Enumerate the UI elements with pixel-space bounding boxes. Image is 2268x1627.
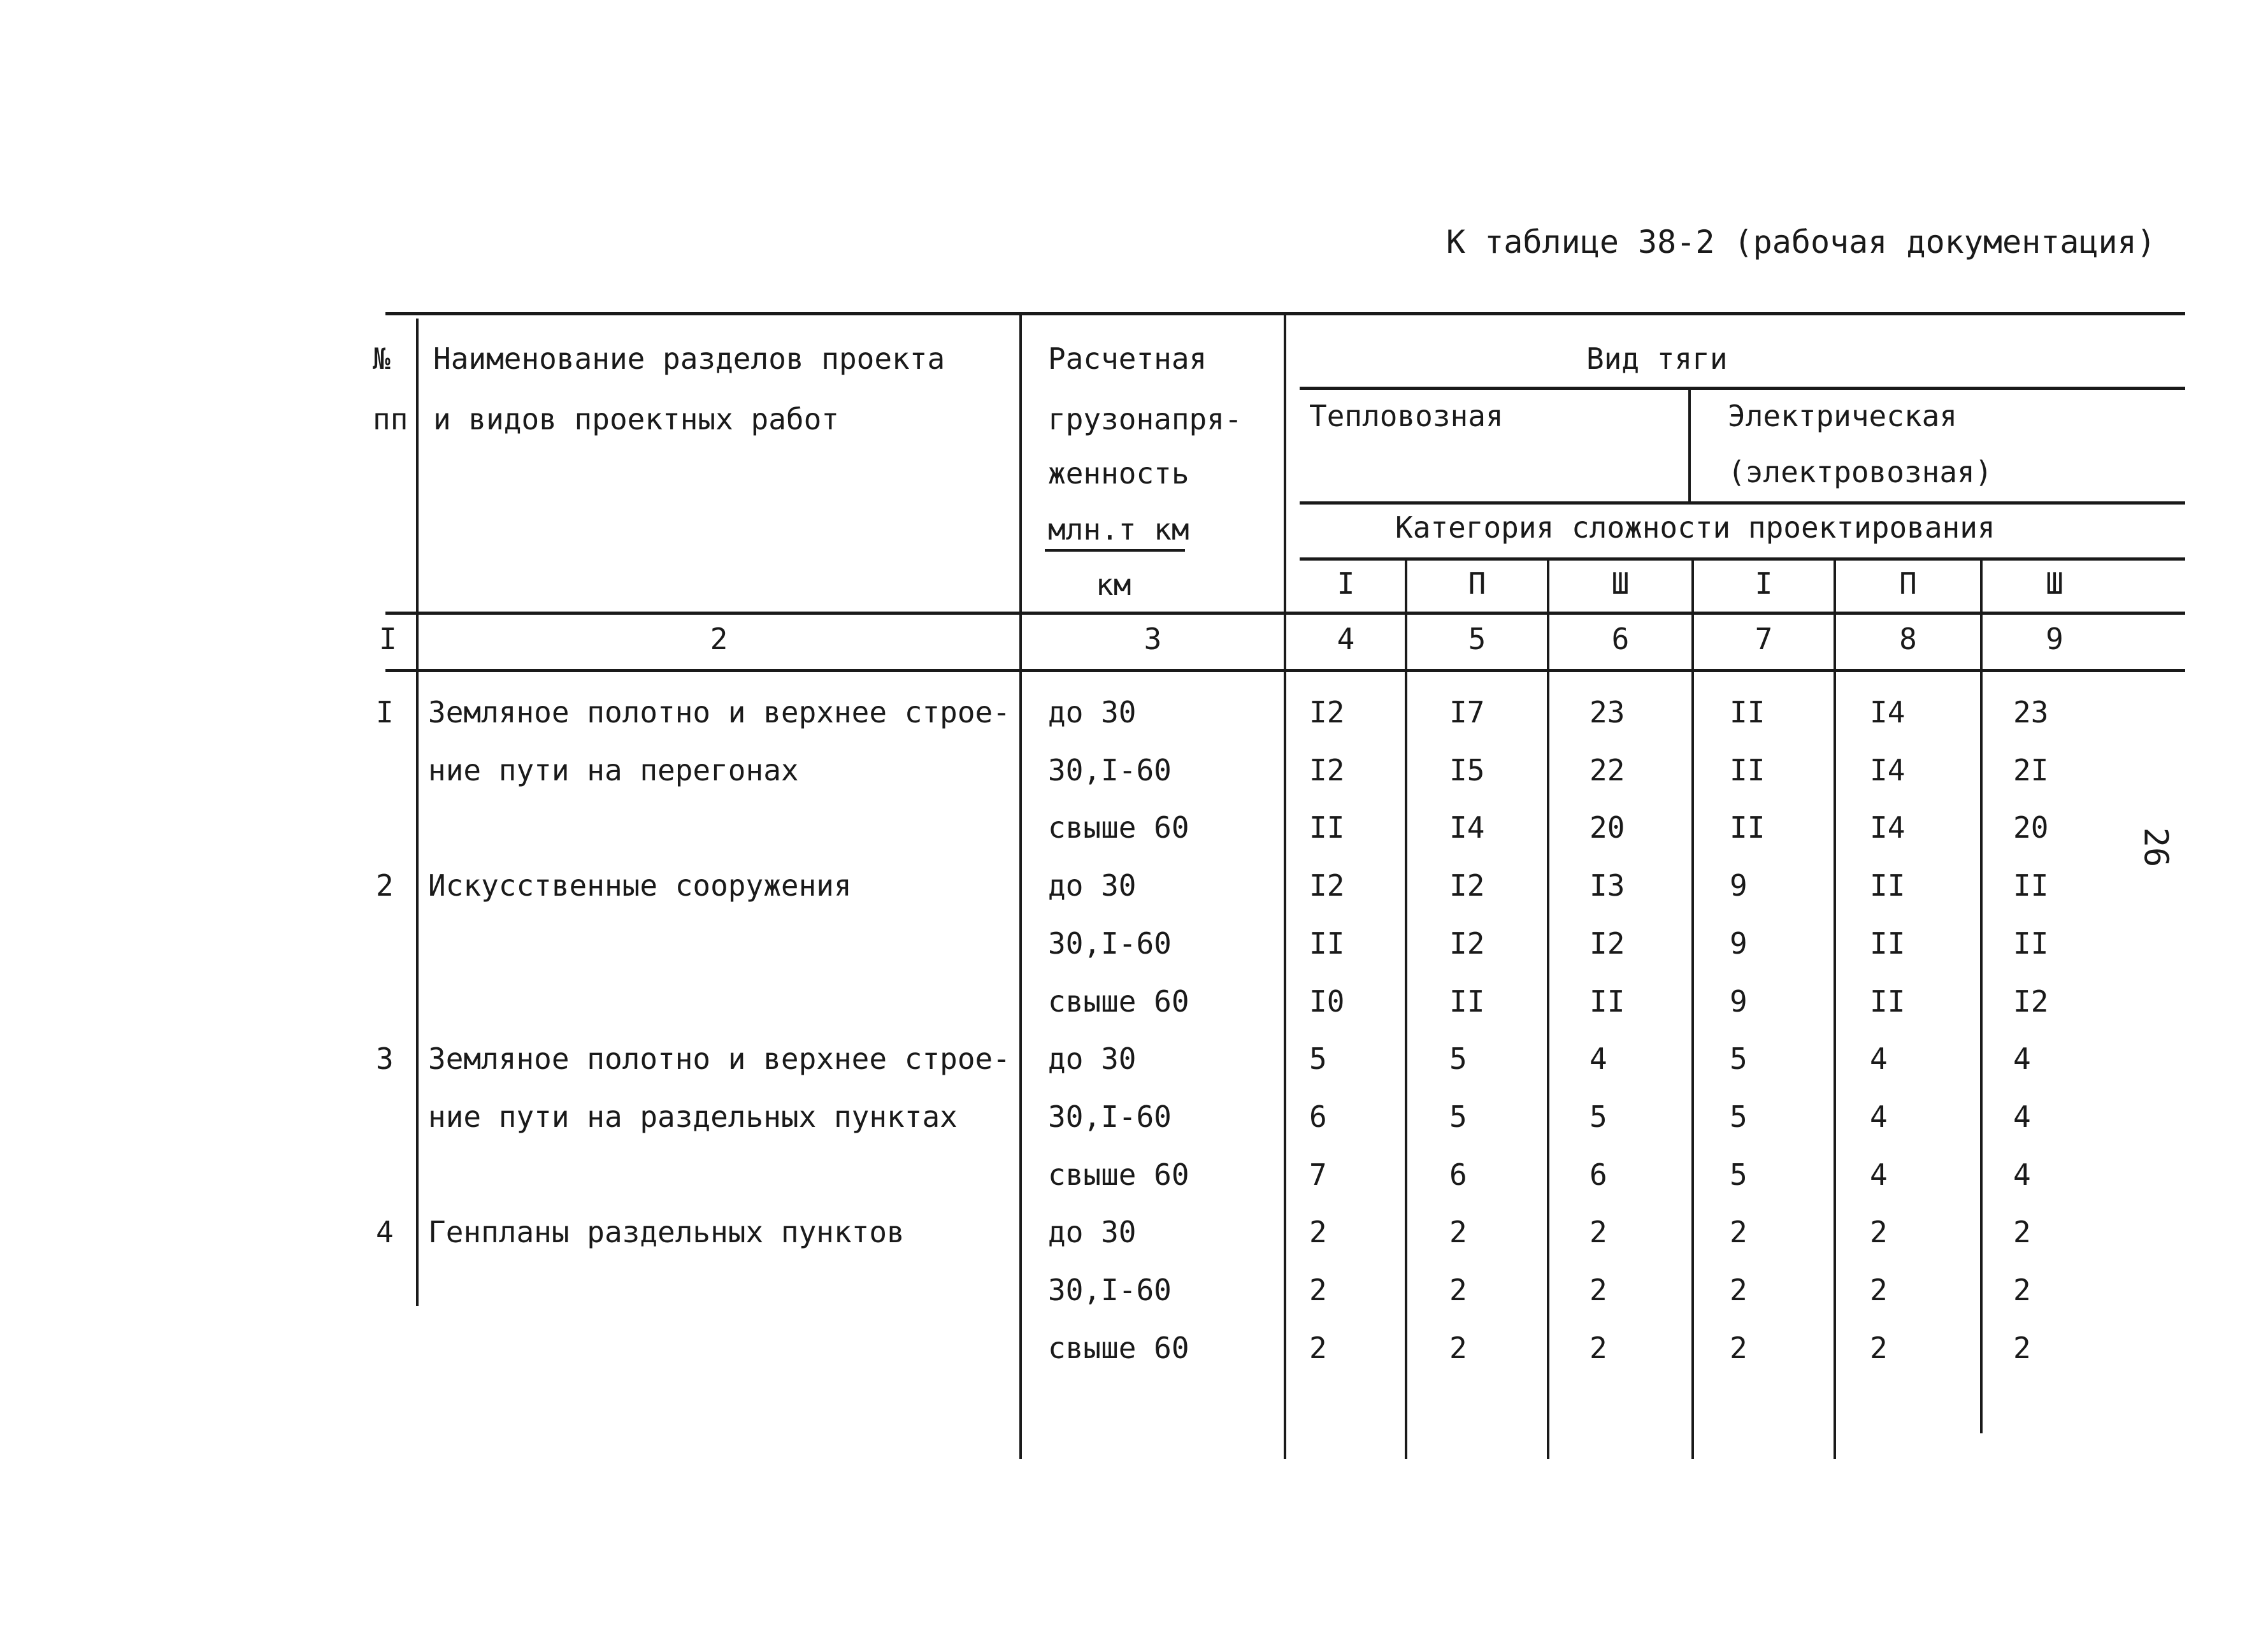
col-divider-5: [1547, 557, 1549, 1459]
table-cell: 4: [2013, 1157, 2031, 1192]
table-cell: II: [1870, 984, 1906, 1019]
table-cell: 2: [1870, 1215, 1888, 1250]
colnum-3: 3: [1144, 622, 1162, 656]
table-cell: 5: [1590, 1099, 1607, 1134]
table-cell: 2: [2013, 1273, 2031, 1307]
table-cell: 23: [1590, 695, 1625, 729]
table-cell: 5: [1730, 1099, 1748, 1134]
table-cell: 2: [1730, 1215, 1748, 1250]
colnum-9: 9: [2046, 622, 2063, 656]
table-cell: I2: [2013, 984, 2049, 1019]
col-divider-2: [1019, 312, 1022, 1459]
header-name-line2: и видов проектных работ: [433, 402, 839, 436]
header-name-line1: Наименование разделов проекта: [433, 341, 945, 376]
table-cell: I2: [1449, 926, 1485, 961]
col-divider-1: [416, 319, 419, 1306]
header-electric-line2: (электровозная): [1728, 455, 1993, 489]
col-divider-6: [1691, 557, 1694, 1459]
table-cell: 2: [1449, 1273, 1467, 1307]
table-cell: II: [1730, 695, 1765, 729]
page-number: 26: [2136, 827, 2175, 868]
header-load-unit: км: [1096, 568, 1131, 602]
colnum-8: 8: [1899, 622, 1917, 656]
table-cell: 9: [1730, 926, 1748, 961]
load-range: до 30: [1048, 1215, 1137, 1250]
col-divider-7: [1834, 557, 1836, 1459]
header-load-line1: Расчетная: [1048, 341, 1207, 376]
table-cell: I0: [1309, 984, 1345, 1019]
table-cell: 2: [1590, 1273, 1607, 1307]
table-cell: 9: [1730, 984, 1748, 1019]
section-number: 2: [376, 868, 394, 903]
table-cell: I3: [1590, 868, 1625, 903]
table-cell: I5: [1449, 752, 1485, 787]
cat-label-6: Ш: [2046, 566, 2063, 601]
load-range: до 30: [1048, 695, 1137, 729]
table-cell: 4: [1870, 1099, 1888, 1134]
traction-rule: [1300, 387, 2185, 390]
section-name: Земляное полотно и верхнее строе-: [428, 695, 1010, 729]
table-cell: I2: [1309, 695, 1345, 729]
section-name: ние пути на перегонах: [428, 752, 799, 787]
table-cell: 2: [1449, 1330, 1467, 1365]
load-range: 30,I-60: [1048, 1099, 1172, 1134]
table-cell: I4: [1870, 752, 1906, 787]
section-name: Земляное полотно и верхнее строе-: [428, 1042, 1010, 1077]
table-cell: II: [1870, 926, 1906, 961]
colnum-5: 5: [1468, 622, 1486, 656]
table-cell: 7: [1309, 1157, 1327, 1192]
header-electric-line1: Электрическая: [1728, 399, 1958, 433]
table-cell: II: [1730, 810, 1765, 845]
table-cell: I4: [1870, 695, 1906, 729]
colnum-2: 2: [710, 622, 728, 656]
col-divider-3: [1284, 312, 1286, 1459]
table-cell: 6: [1590, 1157, 1607, 1192]
table-cell: 6: [1309, 1099, 1327, 1134]
header-traction: Вид тяги: [1586, 341, 1728, 376]
colnum-7: 7: [1755, 622, 1773, 656]
header-diesel: Тепловозная: [1309, 399, 1504, 433]
table-cell: 2: [2013, 1215, 2031, 1250]
table-cell: II: [2013, 926, 2049, 961]
cat-label-5: П: [1899, 566, 1917, 601]
section-number: 3: [376, 1042, 394, 1077]
table-cell: 2: [1730, 1330, 1748, 1365]
load-range: до 30: [1048, 868, 1137, 903]
table-cell: 2: [1590, 1215, 1607, 1250]
table-cell: I2: [1309, 868, 1345, 903]
cat-label-3: Ш: [1611, 566, 1630, 601]
load-range: 30,I-60: [1048, 926, 1172, 961]
table-cell: II: [2013, 868, 2049, 903]
header-load-line2: грузонапря-: [1048, 402, 1242, 436]
load-range: 30,I-60: [1048, 1273, 1172, 1307]
table-cell: I2: [1449, 868, 1485, 903]
table-cell: 2: [1309, 1330, 1327, 1365]
table-cell: 5: [1730, 1042, 1748, 1077]
table-cell: I4: [1870, 810, 1906, 845]
cat-label-2: П: [1468, 566, 1486, 601]
cat-label-4: I: [1755, 566, 1773, 601]
section-number: I: [376, 695, 394, 729]
table-cell: 2: [1449, 1215, 1467, 1250]
table-cell: 20: [2013, 810, 2049, 845]
header-num-line1: №: [373, 341, 391, 376]
table-cell: 2: [1870, 1273, 1888, 1307]
section-name: Генпланы раздельных пунктов: [428, 1215, 905, 1250]
table-cell: I7: [1449, 695, 1485, 729]
table-cell: II: [1870, 868, 1906, 903]
colnum-6: 6: [1611, 622, 1630, 656]
load-range: свыше 60: [1048, 984, 1189, 1019]
section-name: ние пути на раздельных пунктах: [428, 1099, 958, 1134]
header-category: Категория сложности проектирования: [1395, 510, 1995, 545]
unit-fraction-bar: [1045, 549, 1185, 552]
table-cell: 6: [1449, 1157, 1467, 1192]
table-cell: 5: [1730, 1157, 1748, 1192]
table-cell: II: [1449, 984, 1485, 1019]
load-range: свыше 60: [1048, 1330, 1189, 1365]
table-cell: 2: [1870, 1330, 1888, 1365]
category-top-rule: [1300, 501, 2185, 505]
table-cell: 23: [2013, 695, 2049, 729]
table-cell: II: [1590, 984, 1625, 1019]
table-cell: II: [1309, 810, 1345, 845]
table-cell: 4: [2013, 1042, 2031, 1077]
table-cell: 22: [1590, 752, 1625, 787]
table-cell: 4: [1870, 1157, 1888, 1192]
header-load-line4: млн.т км: [1048, 512, 1189, 547]
table-cell: I4: [1449, 810, 1485, 845]
load-range: до 30: [1048, 1042, 1137, 1077]
load-range: свыше 60: [1048, 1157, 1189, 1192]
col-divider-8: [1980, 557, 1983, 1433]
category-bottom-rule: [1300, 557, 2185, 561]
electric-divider: [1688, 387, 1691, 501]
table-cell: II: [1309, 926, 1345, 961]
load-range: свыше 60: [1048, 810, 1189, 845]
table-cell: 2: [1590, 1330, 1607, 1365]
table-cell: 2: [1309, 1273, 1327, 1307]
table-cell: 2I: [2013, 752, 2049, 787]
table-cell: 5: [1309, 1042, 1327, 1077]
table-cell: II: [1730, 752, 1765, 787]
section-name: Искусственные сооружения: [428, 868, 852, 903]
colnum-1: I: [379, 622, 397, 656]
table-cell: 4: [1870, 1042, 1888, 1077]
table-cell: 4: [2013, 1099, 2031, 1134]
table-cell: 20: [1590, 810, 1625, 845]
header-load-line3: женность: [1048, 456, 1189, 491]
table-cell: 2: [1309, 1215, 1327, 1250]
cat-label-1: I: [1337, 566, 1355, 601]
table-cell: I2: [1590, 926, 1625, 961]
table-cell: 5: [1449, 1099, 1467, 1134]
document-title: К таблице 38-2 (рабочая документация): [1446, 224, 2156, 261]
table-cell: 2: [2013, 1330, 2031, 1365]
table-cell: 2: [1730, 1273, 1748, 1307]
table-cell: 5: [1449, 1042, 1467, 1077]
table-cell: 9: [1730, 868, 1748, 903]
load-range: 30,I-60: [1048, 752, 1172, 787]
colnum-4: 4: [1337, 622, 1355, 656]
header-num-line2: пп: [373, 402, 408, 436]
table-cell: 4: [1590, 1042, 1607, 1077]
table-cell: I2: [1309, 752, 1345, 787]
col-divider-4: [1405, 557, 1407, 1459]
section-number: 4: [376, 1215, 394, 1250]
